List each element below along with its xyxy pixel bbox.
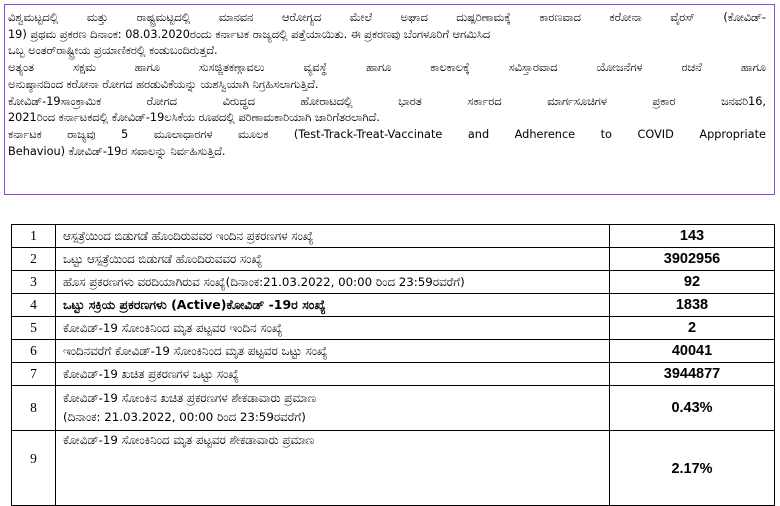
- row-description-line: ಕೋವಿಡ್-19 ಸೋಂಕಿನಿಂದ ಮೃತ ಪಟ್ಟವರ ಶೇಕಡಾವಾರು ಪ್ರಮಾಣ: [63, 433, 315, 447]
- row-value: 143: [610, 225, 775, 248]
- notice-line: 19) ಪ್ರಥಮ ಪ್ರಕರಣ ದಿನಾಂಕ: 08.03.2020ರಂದು ಕರ್ನಾಟಕ ರಾಜ್ಯದಲ್ಲಿ ಪತ್ತೆಯಾಯಿತು. ಈ ಪ್ರಕರಣವು ಬೆಂಗಳೂರಿಗೆ ಆಗಮಿಸಿದ: [8, 27, 491, 41]
- row-number: 5: [12, 317, 56, 340]
- row-value: 3902956: [610, 248, 775, 271]
- row-value: 1838: [610, 294, 775, 317]
- notice-box: [4, 4, 775, 195]
- row-number: 2: [12, 248, 56, 271]
- row-description: ಒಟ್ಟು ಆಸ್ಪತ್ರೆಯಿಂದ ಬಿಡುಗಡೆ ಹೊಂದಿರುವವರ ಸಂಖ್ಯೆ: [56, 248, 610, 271]
- table-row: [12, 271, 775, 294]
- table-row: [12, 431, 775, 506]
- table-row: [12, 363, 775, 386]
- row-description: [56, 386, 610, 431]
- row-description: ಕೋವಿಡ್-19 ಖಚಿತ ಪ್ರಕರಣಗಳ ಒಟ್ಟು ಸಂಖ್ಯೆ: [56, 363, 610, 386]
- row-value: 3944877: [610, 363, 775, 386]
- row-number: 6: [12, 340, 56, 363]
- table-row: [12, 317, 775, 340]
- row-description: ಕೋವಿಡ್-19 ಸೋಂಕಿನಿಂದ ಮೃತ ಪಟ್ಟವರ ಇಂದಿನ ಸಂಖ್ಯೆ: [56, 317, 610, 340]
- row-description-line: (ದಿನಾಂಕ: 21.03.2022, 00:00 ರಿಂದ 23:59ರವರೆಗೆ): [63, 410, 306, 424]
- row-value: 0.43%: [610, 386, 775, 431]
- row-number: 1: [12, 225, 56, 248]
- notice-line: Behaviou) ಕೋವಿಡ್-19ರ ಸವಾಲನ್ನು ನಿರ್ವಹಿಸುತ್ತಿದೆ.: [8, 144, 226, 158]
- notice-line: ಕೋವಿಡ್-19ಸಾಂಕ್ರಾಮಿಕ ರೋಗದ ವಿರುದ್ಧದ ಹೋರಾಟದಲ್ಲಿ ಭಾರತ ಸರ್ಕಾರದ ಮಾರ್ಗಸೂಚಿಗಳ ಪ್ರಕಾರ ಜನವರಿ16,: [8, 94, 766, 108]
- row-value: 2: [610, 317, 775, 340]
- notice-line: 2021ರಿಂದ ಕರ್ನಾಟಕದಲ್ಲಿ ಕೋವಿಡ್-19ಲಸಿಕೆಯ ರೂಪದಲ್ಲಿ ಪರಿಣಾಮಕಾರಿಯಾಗಿ ಜಾರಿಗೆತರಲಾಗಿದೆ.: [8, 111, 380, 125]
- table-row: [12, 386, 775, 431]
- row-value: 40041: [610, 340, 775, 363]
- notice-line: ಒಬ್ಬ ಅಂತರ್‌ರಾಷ್ಟ್ರೀಯ ಪ್ರಯಾಣಿಕರಲ್ಲಿ ಕಂಡುಬಂದಿರುತ್ತದೆ.: [8, 44, 218, 58]
- row-number: 4: [12, 294, 56, 317]
- row-number: 3: [12, 271, 56, 294]
- row-description: [56, 431, 610, 506]
- row-description: ಇಂದಿನವರೆಗೆ ಕೋವಿಡ್-19 ಸೋಂಕಿನಿಂದ ಮೃತ ಪಟ್ಟವರ ಒಟ್ಟು ಸಂಖ್ಯೆ: [56, 340, 610, 363]
- covid-stats-table: [11, 224, 775, 506]
- row-value: 92: [610, 271, 775, 294]
- table-row: [12, 294, 775, 317]
- notice-line: ವಿಶ್ವಮಟ್ಟದಲ್ಲಿ ಮತ್ತು ರಾಷ್ಟ್ರಮಟ್ಟದಲ್ಲಿ ಮಾನವನ ಆರೋಗ್ಯದ ಮೇಲೆ ಅಘಾದ ದುಷ್ಪರಿಣಾಮಕ್ಕೆ ಕಾರಣವಾದ ಕರೋನಾ ವೈರಸ್ (ಕೋವಿಡ್-: [8, 11, 766, 24]
- row-value: 2.17%: [610, 431, 775, 506]
- table-row: [12, 225, 775, 248]
- row-number: 8: [12, 386, 56, 431]
- table-row: [12, 340, 775, 363]
- table-row: [12, 248, 775, 271]
- row-description-line: ಕೋವಿಡ್-19 ಸೋಂಕಿನ ಖಚಿತ ಪ್ರಕರಣಗಳ ಶೇಕಡಾವಾರು ಪ್ರಮಾಣ: [63, 391, 317, 405]
- notice-line: ಅನುಷ್ಠಾನದಿಂದ ಕರೋನಾ ರೋಗದ ಹರಡುವಿಕೆಯನ್ನು ಯಶಸ್ವಿಯಾಗಿ ನಿಗ್ರಹಿಸಲಾಗುತ್ತಿದೆ.: [8, 77, 319, 91]
- row-description: ಒಟ್ಟು ಸಕ್ರಿಯ ಪ್ರಕರಣಗಳು (Active)ಕೋವಿಡ್ -19ರ ಸಂಖ್ಯೆ: [56, 294, 610, 317]
- row-description: ಆಸ್ಪತ್ರೆಯಿಂದ ಬಿಡುಗಡೆ ಹೊಂದಿರುವವರ ಇಂದಿನ ಪ್ರಕರಣಗಳ ಸಂಖ್ಯೆ: [56, 225, 610, 248]
- row-description: ಹೊಸ ಪ್ರಕರಣಗಳು ವರದಿಯಾಗಿರುವ ಸಂಖ್ಯೆ(ದಿನಾಂಕ:21.03.2022, 00:00 ರಿಂದ 23:59ರವರೆಗೆ): [56, 271, 610, 294]
- notice-line: ಕರ್ನಾಟಕ ರಾಜ್ಯವು 5 ಮೂಲಾಧಾರಗಳ ಮೂಲಕ (Test-Track-Treat-Vaccinate and Adherence to COVID Appropriate: [8, 127, 766, 141]
- notice-line: ಅತ್ಯಂತ ಸಕ್ಷಮ ಹಾಗೂ ಸುಸಜ್ಜಿತಕಣ್ಗಾವಲು ವ್ಯವಸ್ಥೆ ಹಾಗೂ ಕಾಲಕಾಲಕ್ಕೆ ಸವಿಸ್ತಾರವಾದ ಯೋಜನೆಗಳ ರಚನೆ ಹಾಗೂ: [8, 61, 766, 75]
- row-number: 7: [12, 363, 56, 386]
- row-number: 9: [12, 431, 56, 506]
